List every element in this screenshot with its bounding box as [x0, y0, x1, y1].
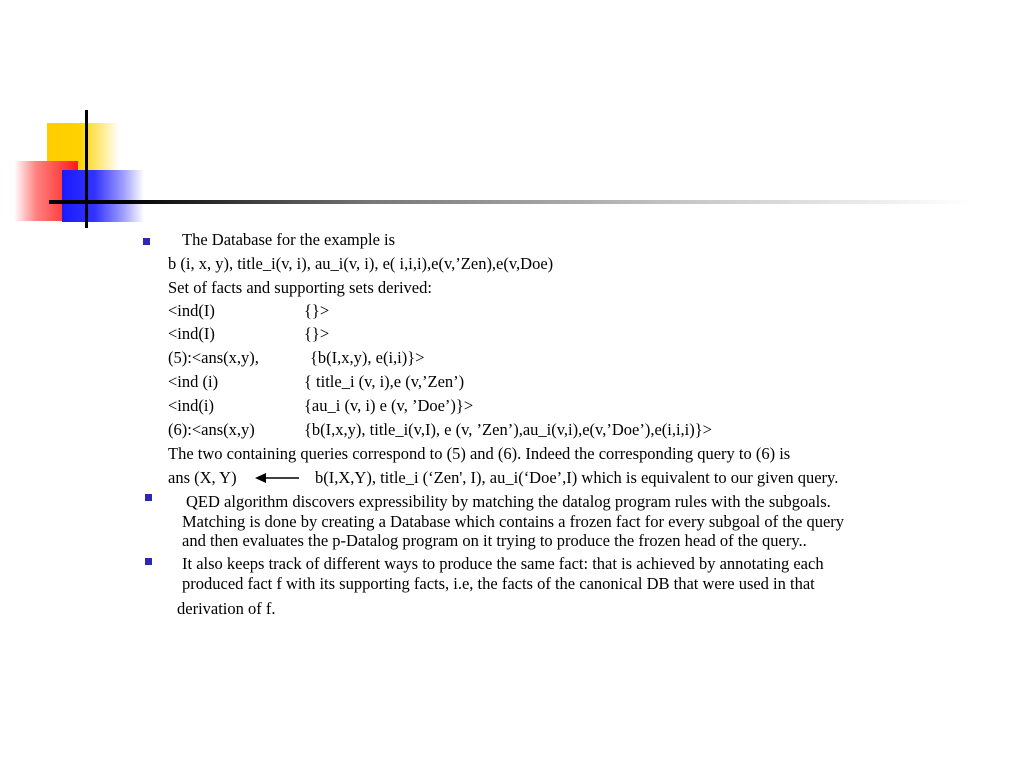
fact-row-4-right: { title_i (v, i),e (v,’Zen’) [304, 372, 465, 391]
bullet-1-heading: The Database for the example is [182, 230, 396, 249]
bullet-3-line-3: derivation of f. [177, 599, 276, 618]
fact-row-5-left: <ind(i) [168, 396, 214, 415]
bullet-3-line-2: produced fact f with its supporting facts, i.e, the facts of the canonical DB that were used in that [182, 574, 815, 593]
fact-row-2-left: <ind(I) [168, 324, 215, 343]
bullet-2-line-2: Matching is done by creating a Database which contains a frozen fact for every subgoal of the query [182, 512, 845, 531]
left-arrow-icon [255, 471, 301, 485]
database-facts: b (i, x, y), title_i(v, i), au_i(v, i), e( i,i,i),e(v,’Zen),e(v,Doe) [168, 254, 554, 273]
vertical-rule [85, 110, 88, 228]
title-underline-rule [49, 200, 969, 204]
bullet-marker-2 [145, 494, 152, 501]
bullet-2-line-3: and then evaluates the p-Datalog program on it trying to produce the frozen head of the query.. [182, 531, 807, 550]
bullet-marker-3 [145, 558, 152, 565]
query-body: b(I,X,Y), title_i (‘Zen', I), au_i(‘Doe’,I) which is equivalent to our given query. [315, 468, 839, 487]
bullet-2-line-1: QED algorithm discovers expressibility by matching the datalog program rules with the subgoals. [186, 492, 831, 511]
bullet-3-line-1: It also keeps track of different ways to produce the same fact: that is achieved by annotating each [182, 554, 824, 573]
fact-row-3-left: (5):<ans(x,y), [168, 348, 259, 367]
fact-row-2-right: {}> [304, 324, 330, 343]
fact-row-5-right: {au_i (v, i) e (v, ’Doe’)}> [304, 396, 474, 415]
query-head: ans (X, Y) [168, 468, 237, 487]
fact-row-6-left: (6):<ans(x,y) [168, 420, 255, 439]
conclusion-text: The two containing queries correspond to (5) and (6). Indeed the corresponding query to (6) is [168, 444, 791, 463]
supporting-sets-heading: Set of facts and supporting sets derived: [168, 278, 432, 297]
fact-row-6-right: {b(I,x,y), title_i(v,I), e (v, ’Zen’),au_i(v,i),e(v,’Doe’),e(i,i,i)}> [304, 420, 712, 439]
fact-row-1-left: <ind(I) [168, 301, 215, 320]
fact-row-3-right: {b(I,x,y), e(i,i)}> [310, 348, 425, 367]
fact-row-4-left: <ind (i) [168, 372, 219, 391]
blue-square-decoration [62, 170, 144, 222]
bullet-marker-1 [143, 238, 150, 245]
fact-row-1-right: {}> [304, 301, 330, 320]
